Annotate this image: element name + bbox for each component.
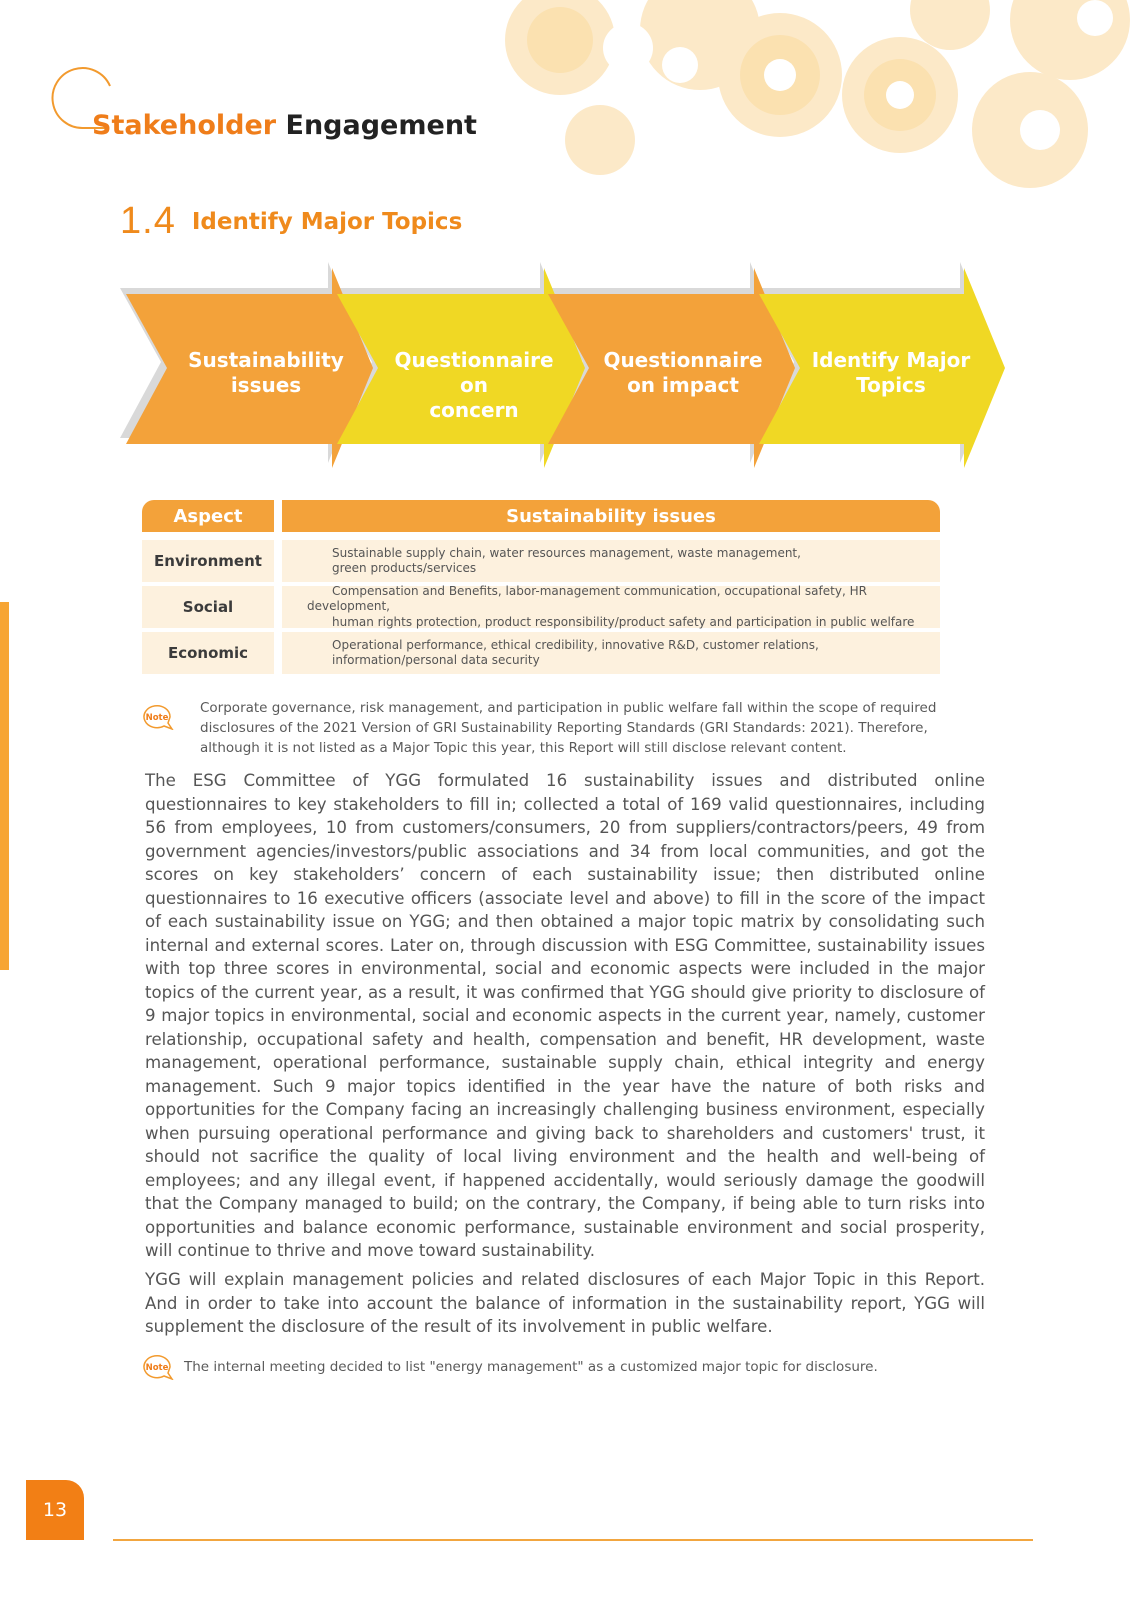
body-paragraph: The ESG Committee of YGG formulated 16 sustainability issues and distributed online questionnaires to key stakeholders to fill in; collected a total of 169 valid questionnaires, including 56 from employees, 10 from customers/consumers, 20 from suppliers/contractors/peers, 49 from government agencies/investors/public associations and 34 from local communities, and got the scores on key stakeholders’ concern of each sustainability issue; then distributed online questionnaires to 16 executive officers (associate level and above) to fill in the score of the impact of each sustainability issue on YGG; and then obtained a major topic matrix by consolidating such internal and external scores. Later on, through discussion with ESG Committee, sustainability issues with top three scores in environmental, social and economic aspects were included in the major topics of the current year, as a result, it was confirmed that YGG should give priority to disclosure of 9 major topics in environmental, social and economic aspects in the current year, namely, customer relationship, occupational safety and health, compensation and benefit, HR development, waste management, operational performance, sustainable supply chain, ethical integrity and energy management. Such 9 major topics identified in the year have the nature of both risks and opportunities for the Company facing an increasingly challenging business environment, especially when pursuing operational performance and giving back to shareholders and customers' trust, it should not sacrifice the quality of local living environment and the health and well-being of employees; and any illegal event, if happened accidentally, would seriously damage the goodwill that the Company managed to build; on the contrary, the Company, if being able to turn risks into opportunities and balance economic performance, sustainable environment and social prosperity, will continue to thrive and move toward sustainability. [145,771,985,1260]
table-header-aspect: Aspect [142,500,274,532]
issues-line: Compensation and Benefits, labor-management communication, occupational safety, HR development, [307,583,867,614]
step-4-line1: Identify Major [811,348,971,372]
issues-line: green products/services [332,561,477,575]
step-2-line2: concern [429,398,519,422]
page-header [92,110,477,141]
issues-line: human rights protection, product responsibility/product safety and participation in public welfare [332,614,915,629]
step-2-line1: Questionnaire on [394,348,554,397]
section-heading: Identify Major Topics [191,208,463,235]
note-text: The internal meeting decided to list "energy management" as a customized major topic for disclosure. [184,1359,878,1375]
note-icon-label: Note [145,1363,169,1373]
footer-divider [113,1539,1033,1541]
table-cell-issues [282,540,940,582]
step-identify-major-topics [806,348,976,398]
table-cell-aspect: Social [142,586,274,628]
table-header-issues: Sustainability issues [282,500,940,532]
table-cell-issues [282,632,940,674]
issues-line: Operational performance, ethical credibility, innovative R&D, customer relations, [332,637,819,652]
table-cell-aspect: Economic [142,632,274,674]
note-icon [142,1354,174,1380]
issues-line: Sustainable supply chain, water resources management, waste management, [332,545,801,560]
step-1-line2: issues [230,373,302,397]
header-title-accent: Stakeholder [92,110,277,141]
issues-line: information/personal data security [332,653,540,667]
page-number: 13 [26,1480,84,1540]
step-1-line1: Sustainability [188,348,344,372]
note-icon-label: Note [145,713,169,723]
note-icon [142,704,174,730]
section-title [120,200,462,243]
step-questionnaire-concern [379,348,569,423]
table-cell-aspect: Environment [142,540,274,582]
step-4-line2: Topics [856,373,926,397]
header-title-rest: Engagement [285,110,477,141]
gears-decoration-icon [0,0,1131,200]
side-accent-bar [0,602,9,970]
table-cell-issues [282,583,940,629]
step-3-line1: Questionnaire [603,348,763,372]
step-questionnaire-impact [598,348,768,398]
step-3-line2: on impact [627,373,739,397]
table-row [142,632,940,674]
body-paragraph: YGG will explain management policies and related disclosures of each Major Topic in this Report. And in order to take into account the balance of information in the sustainability report, YGG will supplement the disclosure of the result of its involvement in public welfare. [145,1270,985,1336]
table-row [142,583,940,629]
step-sustainability-issues [181,348,351,398]
note-text: Corporate governance, risk management, and participation in public welfare fall within the scope of required disclosures of the 2021 Version of GRI Sustainability Reporting Standards (GRI Standards: 2021). Therefore, although it is not listed as a Major Topic this year, this Report will still disclose relevant content. [200,700,937,756]
table-row [142,540,940,582]
section-number: 1.4 [120,200,176,242]
